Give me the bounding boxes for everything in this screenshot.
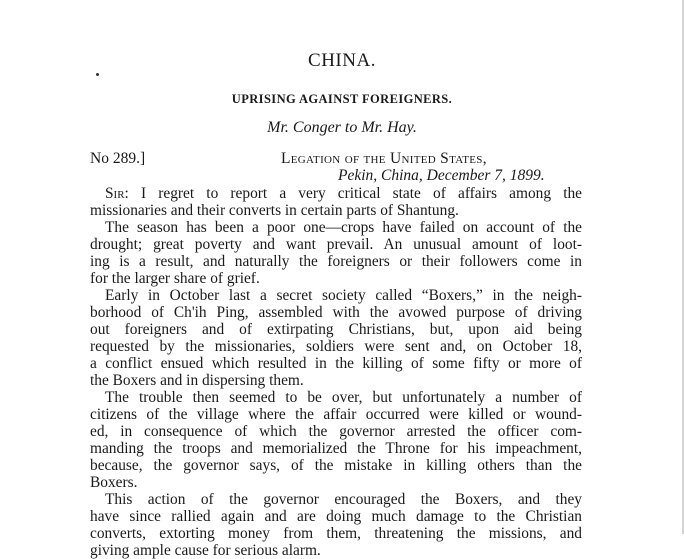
line-text: a conflict ensued which resulted in the killing of some fifty or more of: [90, 355, 582, 372]
section-subtitle: UPRISING AGAINST FOREIGNERS.: [231, 92, 453, 106]
ink-speck: [96, 73, 99, 76]
text-line: [90, 372, 582, 389]
line-text: Early in October last a secret society called “Boxers,” in the neigh-: [105, 287, 582, 304]
line-text: drought; great poverty and want prevail. An unusual amount of loot-: [90, 236, 582, 253]
line-text: converts, extorting money from them, threatening the missions, and: [90, 525, 582, 542]
line-text: have since rallied again and are doing much damage to the Christian: [90, 508, 582, 525]
line-text: out foreigners and of extirpating Christians, but, upon aid being: [90, 321, 582, 338]
letter-body: [90, 185, 582, 559]
text-line: [90, 236, 582, 253]
line-text: The trouble then seemed to be over, but unfortunately a number of: [105, 389, 582, 406]
text-line: [90, 423, 582, 440]
text-line: [90, 542, 582, 559]
text-line: [90, 202, 582, 219]
line-text: This action of the governor encouraged the Boxers, and they: [105, 491, 582, 508]
text-line: [90, 440, 582, 457]
text-line: [90, 270, 582, 287]
text-line: [90, 474, 582, 491]
text-line: [90, 508, 582, 525]
line-text: requested by the missionaries, soldiers were sent and, on October 18,: [90, 338, 582, 355]
salutation: Sir:: [105, 185, 129, 202]
line-text: The season has been a poor one—crops have failed on account of the: [105, 219, 582, 236]
line-text: ing is a result, and naturally the foreigners or their followers come in: [90, 253, 582, 270]
line-text: the Boxers and in dispersing them.: [90, 372, 304, 389]
text-line: [90, 338, 582, 355]
line-text: citizens of the village where the affair occurred were killed or wound-: [90, 406, 582, 423]
legation-header: Legation of the United States,: [281, 150, 487, 167]
text-line: [90, 253, 582, 270]
line-text: Boxers.: [90, 474, 138, 491]
text-line: [90, 321, 582, 338]
text-line: [90, 355, 582, 372]
line-text: borhood of Ch'ih Ping, assembled with the avowed purpose of driving: [90, 304, 582, 321]
text-line: [90, 389, 582, 406]
line-text: ed, in consequence of which the governor arrested the officer com-: [90, 423, 582, 440]
line-text: I regret to report a very critical state of affairs among the: [128, 185, 582, 202]
line-text: giving ample cause for serious alarm.: [90, 542, 321, 559]
country-heading: CHINA.: [308, 50, 376, 71]
text-line: [90, 304, 582, 321]
text-line: [90, 457, 582, 474]
line-text: for the larger share of grief.: [90, 270, 260, 287]
correspondents-line: Mr. Conger to Mr. Hay.: [267, 119, 417, 136]
place-and-date: Pekin, China, December 7, 1899.: [338, 167, 545, 184]
text-line: [90, 287, 582, 304]
text-line: [90, 491, 582, 508]
text-line: [90, 406, 582, 423]
line-text: because, the governor says, of the mistake in killing others than the: [90, 457, 582, 474]
document-number: No 289.]: [90, 150, 146, 167]
line-text: manding the troops and memorialized the Throne for his impeachment,: [90, 440, 582, 457]
line-text: missionaries and their converts in certain parts of Shantung.: [90, 202, 459, 219]
text-line: [90, 219, 582, 236]
text-line: [90, 185, 582, 202]
